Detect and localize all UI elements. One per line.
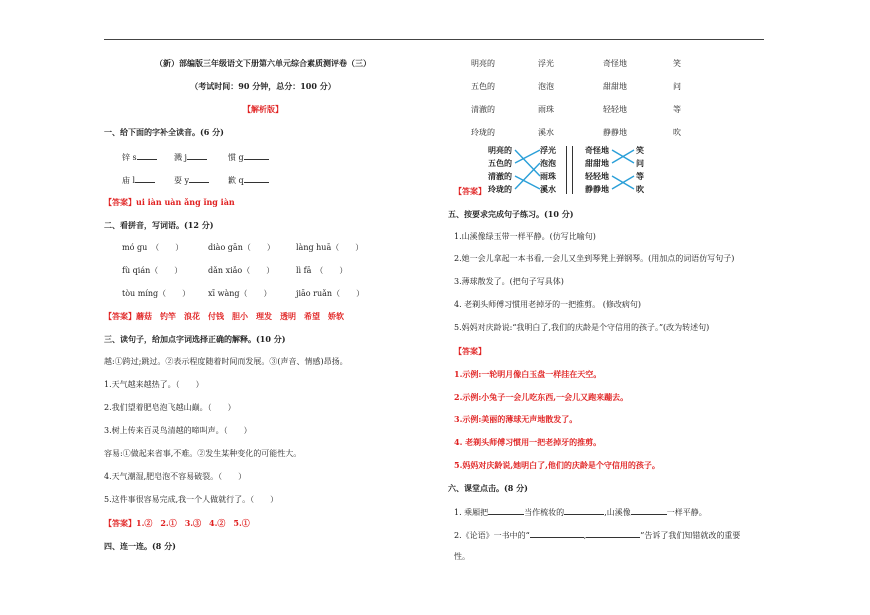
section-1-answer: 【答案】ui iàn uàn ǎng ǐng iàn [104, 197, 235, 207]
match-word: 清澈的 [471, 105, 495, 114]
definition-yue: 越:①跨过;跳过。②表示程度随着时间而发展。③(声音、情感)昂扬。 [104, 357, 348, 366]
match-word: 问 [673, 82, 681, 91]
match-answer-tag: 【答案】 [454, 186, 486, 196]
top-rule [104, 39, 764, 40]
match-word: 泡泡 [538, 82, 554, 91]
fill-blank-question: 2.《论语》一书中的“ , ”告诉了我们知错就改的重要 [454, 531, 741, 540]
match-word: 轻轻地 [603, 105, 627, 114]
question-item: 1.天气越来越热了。（ ） [104, 380, 204, 389]
match-word: 溪水 [538, 128, 554, 137]
match-col-d: 笑 问 等 吹 [636, 145, 644, 194]
match-word: 明亮的 [471, 59, 495, 68]
pinyin-word: diào gān（ ） [208, 243, 275, 252]
section-5-heading: 五、按要求完成句子练习。(10 分) [448, 209, 574, 219]
answer-line: 3.示例:美丽的薄球无声地散发了。 [454, 414, 578, 424]
match-word: 吹 [673, 128, 681, 137]
match-lines-left [515, 144, 545, 196]
match-col-a: 明亮的 五色的 清澈的 玲珑的 [488, 145, 512, 194]
definition-rongyi: 容易:①做起来省事,不难。②发生某种变化的可能性大。 [104, 449, 302, 458]
match-word: 静静地 [603, 128, 627, 137]
question-item: 4. 老剃头师傅习惯用老掉牙的一把推剪。 (修改病句) [454, 300, 641, 309]
section-3-heading: 三、读句子，给加点字词选择正确的解释。(10 分) [104, 334, 286, 344]
match-divider [572, 146, 573, 194]
answer-line: 2.示例:小兔子一会儿吃东西,一会儿又跑来蹦去。 [454, 392, 629, 402]
pinyin-word: xī wàng（ ） [208, 289, 272, 298]
question-item: 2.我们望着肥皂泡飞越山巅。（ ） [104, 403, 236, 412]
question-item: 2.她一会儿拿起一本书看,一会儿又坐到琴凳上弹钢琴。(用加点的词语仿写句子) [454, 254, 735, 263]
pinyin-word: dǎn xiǎo（ ） [208, 266, 275, 275]
answer-line: 4. 老剃头师傅习惯用一把老掉牙的推剪。 [454, 437, 602, 447]
question-item: 1.山溪像绿玉带一样平静。(仿写比喻句) [454, 232, 596, 241]
pinyin-word: làng huā（ ） [296, 243, 364, 252]
answer-line: 5.妈妈对庆龄说,她明白了,他们的庆龄是个守信用的孩子。 [454, 460, 660, 470]
section-3-answer: 【答案】1.② 2.① 3.③ 4.② 5.① [104, 518, 250, 528]
pinyin-word: fù qián（ ） [122, 266, 183, 275]
question-item: 4.天气潮湿,肥皂泡不容易破裂。（ ） [104, 472, 247, 481]
match-lines-right [612, 144, 642, 196]
fill-blank-question: 1. 乘厢把 当作梳妆的 ,山溪像 一样平静。 [454, 508, 707, 517]
match-word: 浮光 [538, 59, 554, 68]
pinyin-item: 歉 q [228, 174, 269, 186]
exam-title: （新）部编版三年级语文下册第六单元综合素质测评卷（三） [155, 58, 371, 68]
section-2-heading: 二、看拼音，写词语。(12 分) [104, 220, 214, 230]
match-word: 玲珑的 [471, 128, 495, 137]
pinyin-word: mó gu （ ） [122, 243, 184, 252]
exam-info: （考试时间：90 分钟，总分：100 分） [190, 81, 336, 91]
pinyin-item: 惯 g [228, 151, 269, 163]
pinyin-word: tòu míng（ ） [122, 289, 191, 298]
pinyin-item: 锌 s [122, 151, 157, 163]
pinyin-word: lì fā （ ） [296, 266, 348, 275]
version-tag: 【解析版】 [243, 104, 283, 114]
answer-line: 1.示例:一轮明月像白玉盘一样挂在天空。 [454, 369, 602, 379]
pinyin-item: 庙 l [122, 174, 155, 186]
match-col-c: 奇怪地 甜甜地 轻轻地 静静地 [585, 145, 609, 194]
section-6-heading: 六、课堂点击。(8 分) [448, 483, 528, 493]
pinyin-item: 耍 y [174, 174, 209, 186]
pinyin-item: 溅 j [174, 151, 207, 163]
pinyin-word: jiāo ruǎn（ ） [296, 289, 365, 298]
match-word: 甜甜地 [603, 82, 627, 91]
section-2-answer: 【答案】蘑菇 钓竿 浪花 付钱 胆小 理发 透明 希望 娇软 [104, 311, 344, 321]
match-word: 等 [673, 105, 681, 114]
question-item: 5.这件事很容易完成,我一个人做就行了。（ ） [104, 495, 279, 504]
match-divider [566, 146, 567, 194]
match-col-b: 浮光 泡泡 雨珠 溪水 [540, 145, 556, 194]
question-item: 5.妈妈对庆龄说:“我明白了,我们的庆龄是个守信用的孩子。”(改为转述句) [454, 323, 710, 332]
section-5-answer-tag: 【答案】 [454, 346, 486, 356]
match-word: 五色的 [471, 82, 495, 91]
fill-blank-continuation: 性。 [454, 552, 470, 561]
question-item: 3.薄球散发了。(把句子写具体) [454, 277, 564, 286]
section-4-heading: 四、连一连。(8 分) [104, 541, 176, 551]
match-word: 笑 [673, 59, 681, 68]
match-word: 奇怪地 [603, 59, 627, 68]
match-word: 雨珠 [538, 105, 554, 114]
question-item: 3.树上传来百灵鸟清越的啼叫声。（ ） [104, 426, 252, 435]
section-1-heading: 一、给下面的字补全读音。(6 分) [104, 127, 224, 137]
